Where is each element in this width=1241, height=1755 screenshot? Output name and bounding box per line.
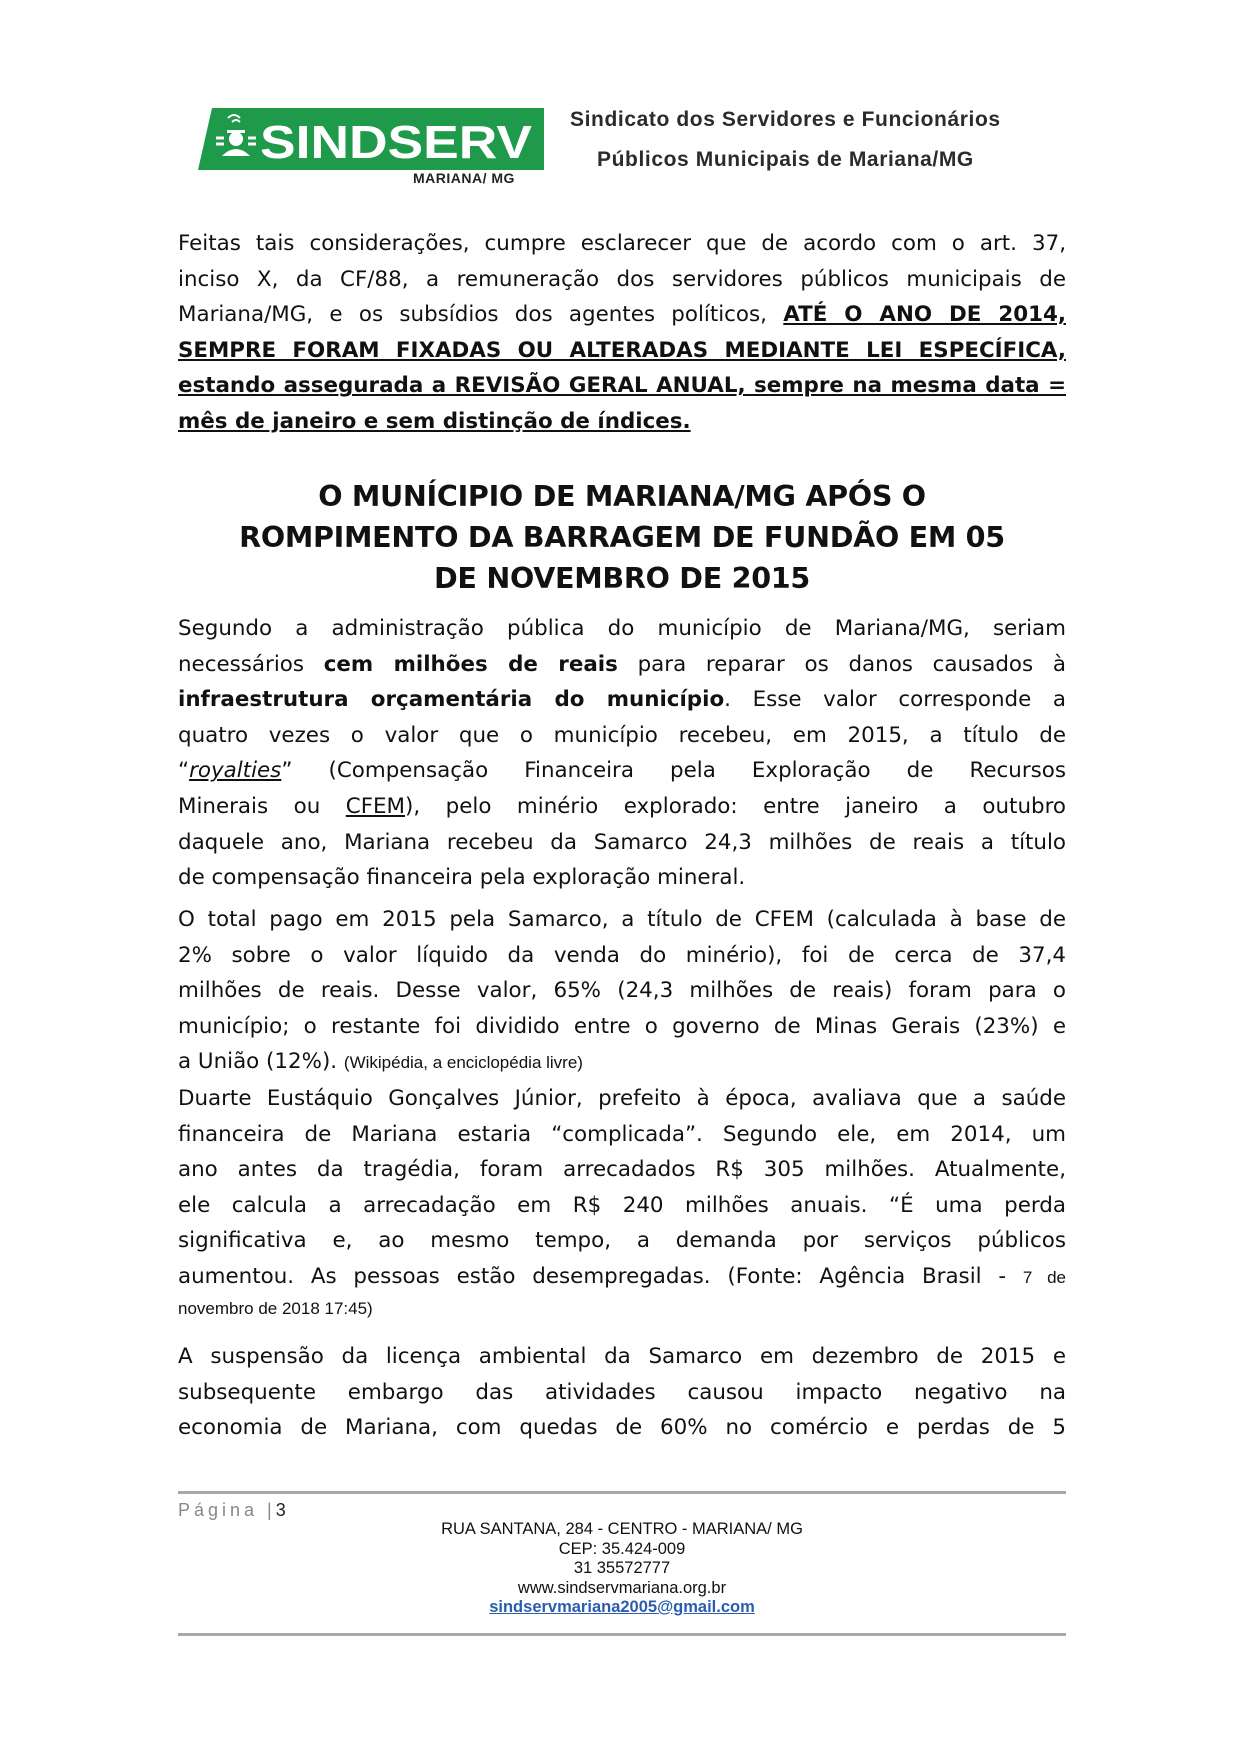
- text-line: ele calcula a arrecadação em R$ 240 milhões anuais. “É uma perda: [178, 1192, 1066, 1218]
- page-indicator: Página |3: [178, 1500, 286, 1520]
- text-line: “royalties” (Compensação Financeira pela Exploração de Recursos: [178, 758, 1066, 784]
- text-line: O total pago em 2015 pela Samarco, a título de CFEM (calculada à base de: [178, 907, 1066, 932]
- text-line: Segundo a administração pública do município de Mariana/MG, seriam: [178, 616, 1066, 641]
- text-line: [178, 404, 1066, 440]
- logo-text: SINDSERV: [260, 116, 533, 168]
- text-line: milhões de reais. Desse valor, 65% (24,3 milhões de reais) foram para o: [178, 978, 1066, 1004]
- paragraph-damages: [178, 611, 1066, 896]
- footer-bottom-rule: [178, 1633, 1066, 1636]
- text-line: [178, 333, 1066, 369]
- heading-line: ROMPIMENTO DA BARRAGEM DE FUNDÃO EM 05: [239, 520, 1005, 554]
- footer-address: RUA SANTANA, 284 - CENTRO - MARIANA/ MG: [441, 1520, 803, 1538]
- intro-paragraph: [178, 226, 1066, 440]
- heading-line: DE NOVEMBRO DE 2015: [434, 561, 810, 595]
- text-line: economia de Mariana, com quedas de 60% no comércio e perdas de 5: [178, 1415, 1066, 1441]
- paragraph-license: [178, 1339, 1066, 1446]
- page-number: 3: [275, 1500, 286, 1520]
- cfem-term: CFEM: [345, 793, 405, 819]
- text-line: [178, 368, 1066, 404]
- emphasis-text: cem milhões de reais: [323, 651, 618, 677]
- paragraph-cfem: [178, 902, 1066, 1080]
- text-line: [178, 1295, 1066, 1321]
- text-line: Duarte Eustáquio Gonçalves Júnior, prefeito à época, avaliava que a saúde: [178, 1086, 1066, 1111]
- text-line: Minerais ou CFEM), pelo minério explorado: entre janeiro a outubro: [178, 793, 1066, 819]
- section-heading: [178, 476, 1066, 599]
- citation: (Wikipédia, a enciclopédia livre): [343, 1053, 583, 1073]
- footer-phone: 31 35572777: [573, 1559, 671, 1577]
- text-line: significativa e, ao mesmo tempo, a demanda por serviços públicos: [178, 1228, 1066, 1254]
- emphasis-text: estando assegurada a REVISÃO GERAL ANUAL, sempre na mesma data =: [178, 373, 1066, 399]
- text-line: quatro vezes o valor que o município recebeu, em 2015, a título de: [178, 722, 1066, 748]
- org-name-line-1: Sindicato dos Servidores e Funcionários: [570, 108, 1001, 131]
- text-line: necessários cem milhões de reais para reparar os danos causados à: [178, 651, 1066, 677]
- text-line: aumentou. As pessoas estão desempregadas. (Fonte: Agência Brasil - 7 de: [178, 1263, 1066, 1289]
- text-line: a União (12%). (Wikipédia, a enciclopédia livre): [178, 1049, 583, 1075]
- heading-line: O MUNÍCIPIO DE MARIANA/MG APÓS O: [318, 479, 926, 513]
- text-line: A suspensão da licença ambiental da Samarco em dezembro de 2015 e: [178, 1344, 1066, 1369]
- text-line: Mariana/MG, e os subsídios dos agentes políticos, ATÉ O ANO DE 2014,: [178, 302, 1066, 328]
- text-line: município; o restante foi dividido entre o governo de Minas Gerais (23%) e: [178, 1013, 1066, 1039]
- emphasis-text: SEMPRE FORAM FIXADAS OU ALTERADAS MEDIANTE LEI ESPECÍFICA,: [178, 337, 1066, 363]
- logo-subtext: MARIANA/ MG: [413, 170, 515, 186]
- emphasis-text: infraestrutura orçamentária do município: [178, 687, 725, 713]
- citation: 7 de: [1022, 1267, 1066, 1287]
- text-line: infraestrutura orçamentária do município. Esse valor corresponde a: [178, 687, 1066, 713]
- footer-email-link[interactable]: sindservmariana2005@gmail.com: [489, 1598, 755, 1616]
- footer-contact: [178, 1520, 1066, 1618]
- emphasis-text: ATÉ O ANO DE 2014,: [783, 302, 1066, 328]
- footer-website[interactable]: www.sindservmariana.org.br: [517, 1578, 727, 1597]
- text-line: daquele ano, Mariana recebeu da Samarco 24,3 milhões de reais a título: [178, 829, 1066, 855]
- emphasis-text: mês de janeiro e sem distinção de índices.: [178, 408, 691, 434]
- text-line: subsequente embargo das atividades causou impacto negativo na: [178, 1379, 1066, 1405]
- text-line: 2% sobre o valor líquido da venda do minério), foi de cerca de 37,4: [178, 942, 1066, 968]
- org-name-line-2: Públicos Municipais de Mariana/MG: [597, 148, 974, 171]
- text-line: de compensação financeira pela exploração mineral.: [178, 865, 746, 891]
- paragraph-mayor: [178, 1081, 1066, 1321]
- footer-cep: CEP: 35.424-009: [558, 1539, 686, 1558]
- sindserv-logo: [198, 108, 544, 170]
- citation: novembro de 2018 17:45): [178, 1298, 373, 1318]
- text-line: inciso X, da CF/88, a remuneração dos servidores públicos municipais de: [178, 266, 1066, 292]
- royalties-term: royalties: [189, 758, 282, 784]
- text-line: financeira de Mariana estaria “complicada”. Segundo ele, em 2014, um: [178, 1121, 1066, 1147]
- text-line: ano antes da tragédia, foram arrecadados R$ 305 milhões. Atualmente,: [178, 1157, 1066, 1183]
- text-line: Feitas tais considerações, cumpre esclarecer que de acordo com o art. 37,: [178, 231, 1066, 256]
- footer-top-rule: [178, 1491, 1066, 1494]
